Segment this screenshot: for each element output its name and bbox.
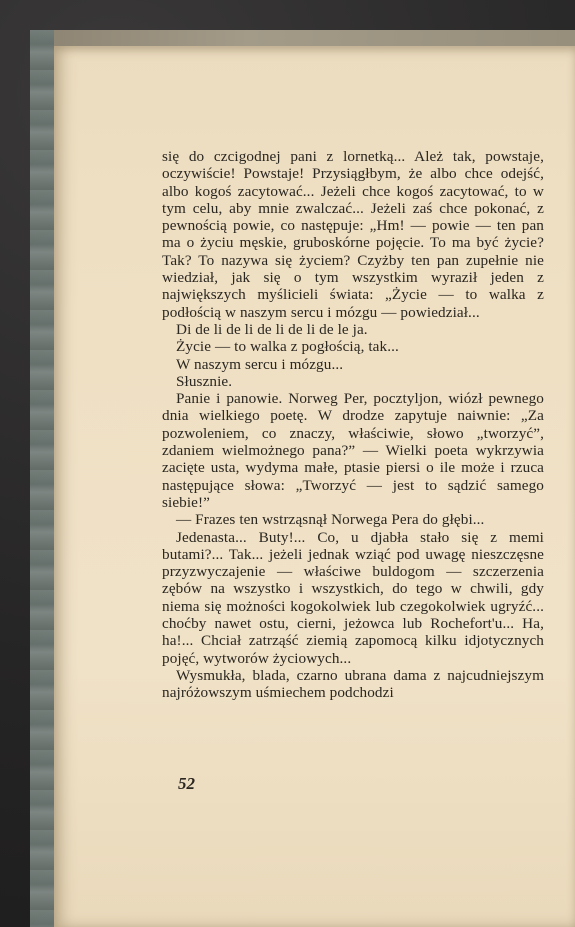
paragraph: Di de li de li de li de li de le ja. [176, 320, 368, 338]
paragraph: Słusznie. [176, 372, 233, 390]
book-spine [30, 30, 54, 927]
paragraph: Życie — to walka z pogłością, tak... [176, 338, 399, 356]
paragraph: W naszym sercu i mózgu... [176, 355, 344, 373]
paragraph: się do czcigodnej pani z lornetką... Ależ tak, powstaje, oczywiście! Powstaje! Przysiągłbym, że albo chce odejść, albo kogoś zacytować... Jeżeli chce kogoś zacytować, to w tym celu, aby mnie zwalczać... Jeżeli zaś chce pokonać, z pewnością powie, co następuje: „Hm! — powie — ten pan ma o życiu męskie, gruboskórne pojęcie. To ma być życie? Tak? To nazywa się życiem? Czyżby ten pan zupełnie nie wiedział, jak się o tym wszystkim wyraził jeden z największych myślicieli świata: „Życie — to walka z podłością w naszym sercu i mózgu — powiedział... [162, 148, 544, 321]
page-number: 52 [178, 774, 195, 793]
page-text [162, 148, 544, 702]
paragraph: Jedenasta... Buty!... Co, u djabła stało się z memi butami?... Tak... jeżeli jednak wziąć pod uwagę nieszczęsne przyzwyczajenie — właściwe buldogom — szczerzenia zębów na wszystko i wszystkich, do tego w chwili, gdy niema się możności kogokolwiek lub czegokolwiek ugryźć... choćby nawet ostu, cierni, jeżowca lub Rochefort'u... Ha, ha!... Chciał zatrząść ziemią zapomocą kilku idjotycznych pojęć, wytworów życiowych... [162, 528, 544, 667]
paragraph: Wysmukła, blada, czarno ubrana dama z najcudniejszym najróżowszym uśmiechem podchodzi [162, 666, 544, 702]
paragraph: Panie i panowie. Norweg Per, pocztyljon, wiózł pewnego dnia wielkiego poetę. W drodze zapytuje naiwnie: „Za pozwoleniem, co znaczy, właściwie, słowo „tworzyć”, zdaniem wielmożnego pana?” — Wielki poeta wykrzywia zacięte usta, wydyma małe, ptasie piersi o ile może i rzuca następujące słowa: „Tworzyć — jest to sądzić samego siebie!” [162, 390, 544, 511]
paragraph: — Frazes ten wstrząsnął Norwega Pera do głębi... [176, 511, 485, 529]
